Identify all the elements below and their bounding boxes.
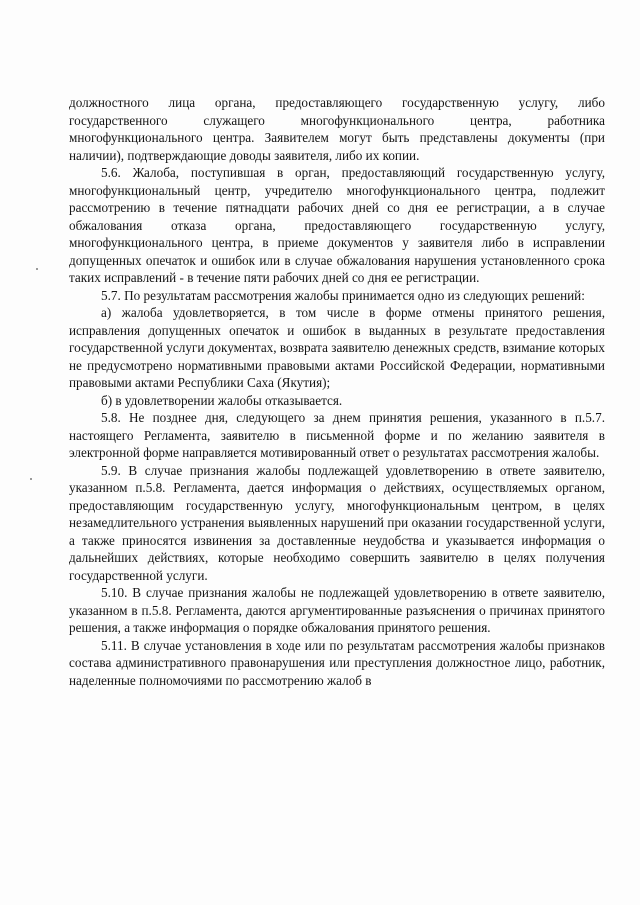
paragraph-5-11: 5.11. В случае установления в ходе или по результатам рассмотрения жалобы признаков состава административного правонарушения или преступления должностное лицо, работник, наделенные полномочиями по рассмотрению жалоб в [69, 637, 605, 688]
paragraph-5-9: 5.9. В случае признания жалобы подлежащей удовлетворению в ответе заявителю, указанном п.5.8. Регламента, дается информация о действиях, осуществляемых органом, предоставляющим государственную услугу, многофункциональным центром, в целях незамедлительного устранения выявленных нарушений при оказании государственной услуги, а также приносятся извинения за доставленные неудобства и указывается информация о дальнейших действиях, которые необходимо совершить заявителю в целях получения государственной услуги. [69, 462, 605, 583]
document-body [69, 94, 605, 689]
paragraph-5-7-a: а) жалоба удовлетворяется, в том числе в форме отмены принятого решения, исправления допущенных опечаток и ошибок в выданных в результате предоставления государственной услуги документах, возврата заявителю денежных средств, взимание которых не предусмотрено нормативными правовыми актами Российской Федерации, нормативными правовыми актами Республики Саха (Якутия); [69, 305, 605, 390]
paragraph-5-10: 5.10. В случае признания жалобы не подлежащей удовлетворению в ответе заявителю, указанном в п.5.8. Регламента, даются аргументированные разъяснения о причинах принятого решения, а также информация о порядке обжалования принятого решения. [69, 585, 605, 635]
paragraph-5-7-b: б) в удовлетворении жалобы отказывается. [101, 392, 343, 408]
paragraph-5-7: 5.7. По результатам рассмотрения жалобы принимается одно из следующих решений: [101, 287, 585, 303]
scan-speck [30, 478, 32, 480]
paragraph-continuation: должностного лица органа, предоставляющего государственную услугу, либо государственного служащего многофункционального центра, работника многофункционального центра. Заявителем могут быть представлены документы (при наличии), подтверждающие доводы заявителя, либо их копии. [69, 95, 605, 163]
paragraph-5-8: 5.8. Не позднее дня, следующего за днем принятия решения, указанного в п.5.7. настоящего Регламента, заявителю в письменной форме и по желанию заявителя в электронной форме направляется мотивированный ответ о результатах рассмотрения жалобы. [69, 410, 605, 460]
scan-speck [36, 268, 38, 270]
paragraph-5-6: 5.6. Жалоба, поступившая в орган, предоставляющий государственную услугу, многофункциональный центр, учредителю многофункционального центра, подлежит рассмотрению в течение пятнадцати рабочих дней со дня ее регистрации, а в случае обжалования отказа органа, предоставляющего государственную услугу, многофункционального центра, в приеме документов у заявителя либо в исправлении допущенных опечаток и ошибок или в случае обжалования нарушения установленного срока таких исправлений - в течение пяти рабочих дней со дня ее регистрации. [69, 165, 605, 285]
